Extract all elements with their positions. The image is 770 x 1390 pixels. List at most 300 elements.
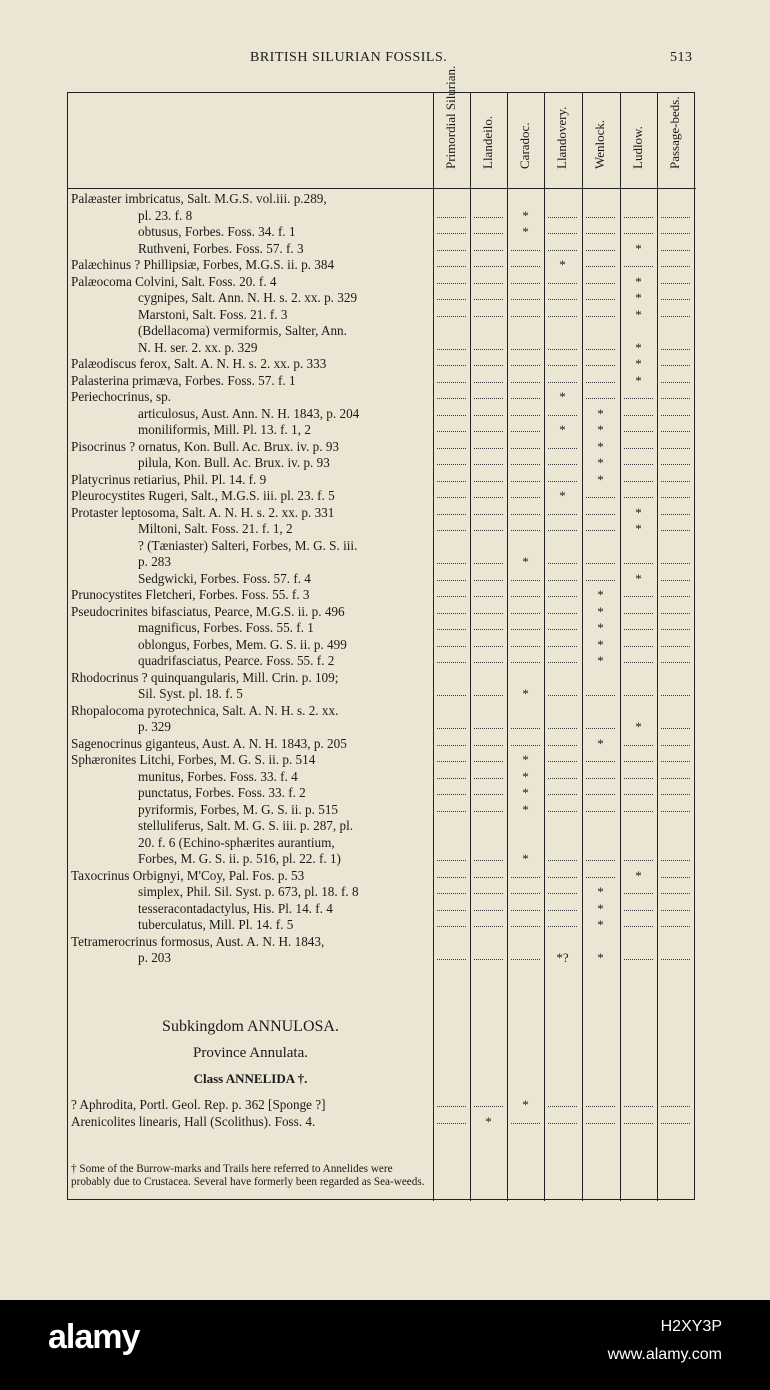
table-body [68, 191, 696, 967]
occurrence-cell [620, 406, 657, 423]
leader-dots [624, 233, 653, 234]
occurrence-cell [620, 686, 657, 703]
occurrence-cell [582, 505, 619, 522]
occurrence-cell [470, 686, 507, 703]
leader-dots [548, 365, 577, 366]
occurrence-cell [507, 719, 544, 736]
occurrence-cell [507, 406, 544, 423]
leader-dots [511, 283, 540, 284]
occurrence-cell [544, 587, 581, 604]
leader-dots [661, 811, 690, 812]
leader-dots [437, 415, 466, 416]
leader-dots [661, 629, 690, 630]
table-row [68, 323, 696, 340]
table-row [68, 950, 696, 967]
occurrence-cell [470, 802, 507, 819]
leader-dots [511, 415, 540, 416]
leader-dots [437, 662, 466, 663]
column-header [433, 65, 469, 187]
occurrence-cell [544, 851, 581, 868]
page-number: 513 [670, 50, 693, 65]
leader-dots [474, 283, 503, 284]
occurrence-cell [582, 851, 619, 868]
occurrence-cell [582, 340, 619, 357]
occurrence-cell [582, 241, 619, 258]
occurrence-cell [544, 719, 581, 736]
occurrence-cell [544, 373, 581, 390]
occurrence-cell: * [635, 504, 642, 520]
occurrence-cell [657, 620, 694, 637]
occurrence-cell [507, 455, 544, 472]
occurrence-cell [544, 653, 581, 670]
occurrence-cell [620, 587, 657, 604]
species-entry: Taxocrinus Orbignyi, M'Coy, Pal. Fos. p. 53 [71, 867, 305, 883]
species-entry: tesseracontadactylus, His. Pl. 14. f. 4 [138, 900, 333, 916]
leader-dots [511, 365, 540, 366]
leader-dots [437, 596, 466, 597]
occurrence-cell [620, 950, 657, 967]
leader-dots [624, 926, 653, 927]
leader-dots [586, 398, 615, 399]
table-row [68, 257, 696, 274]
leader-dots [474, 629, 503, 630]
table-row [68, 653, 696, 670]
occurrence-cell [620, 917, 657, 934]
leader-dots [661, 860, 690, 861]
occurrence-cell [507, 901, 544, 918]
leader-dots [586, 382, 615, 383]
occurrence-cell [507, 950, 544, 967]
occurrence-cell [433, 604, 470, 621]
occurrence-cell [620, 884, 657, 901]
table-row [68, 1114, 696, 1131]
leader-dots [548, 448, 577, 449]
species-entry: Tetramerocrinus formosus, Aust. A. N. H. 1843, [71, 933, 325, 949]
leader-dots [548, 382, 577, 383]
occurrence-cell [507, 571, 544, 588]
leader-dots [474, 613, 503, 614]
leader-dots [437, 761, 466, 762]
leader-dots [548, 794, 577, 795]
occurrence-cell [470, 851, 507, 868]
leader-dots [437, 1123, 466, 1124]
occurrence-cell [507, 505, 544, 522]
occurrence-cell: * [522, 224, 529, 239]
leader-dots [661, 893, 690, 894]
occurrence-cell: * [597, 455, 604, 470]
occurrence-cell [544, 752, 581, 769]
species-entry: Periechocrinus, sp. [71, 389, 171, 404]
occurrence-cell [620, 637, 657, 654]
leader-dots [437, 481, 466, 482]
species-entry: Ruthveni, Forbes. Foss. 57. f. 3 [138, 240, 304, 256]
leader-dots [661, 448, 690, 449]
occurrence-cell [657, 637, 694, 654]
occurrence-cell [544, 620, 581, 637]
species-entry: ? (Tæniaster) Salteri, Forbes, M. G. S. iii. [138, 537, 358, 553]
table-row [68, 1097, 696, 1114]
table-row [68, 538, 696, 555]
leader-dots [548, 695, 577, 696]
leader-dots [437, 382, 466, 383]
occurrence-cell [470, 637, 507, 654]
leader-dots [437, 365, 466, 366]
occurrence-cell [544, 736, 581, 753]
species-entry: articulosus, Aust. Ann. N. H. 1843, p. 204 [138, 405, 360, 421]
leader-dots [548, 1123, 577, 1124]
occurrence-cell [657, 587, 694, 604]
leader-dots [437, 563, 466, 564]
occurrence-cell [470, 554, 507, 571]
leader-dots [661, 695, 690, 696]
leader-dots [661, 382, 690, 383]
table-row [68, 571, 696, 588]
occurrence-cell [620, 736, 657, 753]
occurrence-cell [582, 719, 619, 736]
leader-dots [437, 316, 466, 317]
leader-dots [548, 778, 577, 779]
occurrence-cell [620, 224, 657, 241]
leader-dots [437, 349, 466, 350]
table-row [68, 703, 696, 720]
leader-dots [661, 266, 690, 267]
occurrence-cell [582, 802, 619, 819]
subkingdom-heading: Subkingdom ANNULOSA. [162, 1018, 339, 1035]
leader-dots [548, 910, 577, 911]
leader-dots [474, 596, 503, 597]
occurrence-cell [470, 472, 507, 489]
leader-dots [474, 266, 503, 267]
leader-dots [624, 431, 653, 432]
table-row [68, 340, 696, 357]
occurrence-cell [657, 521, 694, 538]
table-row [68, 752, 696, 769]
species-entry: tuberculatus, Mill. Pl. 14. f. 5 [138, 917, 294, 932]
occurrence-cell [433, 851, 470, 868]
occurrence-cell [433, 505, 470, 522]
occurrence-cell [507, 373, 544, 390]
occurrence-cell [620, 604, 657, 621]
leader-dots [437, 299, 466, 300]
leader-dots [474, 217, 503, 218]
table-row [68, 868, 696, 885]
occurrence-cell [470, 736, 507, 753]
leader-dots [624, 794, 653, 795]
occurrence-cell: * [597, 917, 604, 932]
occurrence-cell [507, 257, 544, 274]
occurrence-cell [657, 884, 694, 901]
species-entry: Palæodiscus ferox, Salt. A. N. H. s. 2. xx. p. 333 [71, 356, 327, 371]
occurrence-cell [470, 571, 507, 588]
leader-dots [437, 613, 466, 614]
leader-dots [548, 316, 577, 317]
table-row [68, 554, 696, 571]
leader-dots [624, 613, 653, 614]
species-entry: pl. 23. f. 8 [138, 207, 193, 223]
occurrence-cell [470, 505, 507, 522]
leader-dots [548, 349, 577, 350]
occurrence-cell [657, 422, 694, 439]
leader-dots [586, 778, 615, 779]
occurrence-cell [657, 1097, 694, 1114]
occurrence-cell: * [635, 290, 642, 305]
occurrence-cell [507, 620, 544, 637]
leader-dots [437, 580, 466, 581]
occurrence-cell [507, 274, 544, 291]
leader-dots [511, 266, 540, 267]
leader-dots [548, 662, 577, 663]
occurrence-cell [433, 422, 470, 439]
occurrence-cell [470, 290, 507, 307]
occurrence-cell: * [597, 422, 604, 437]
leader-dots [511, 926, 540, 927]
leader-dots [624, 464, 653, 465]
leader-dots [661, 1123, 690, 1124]
occurrence-cell [470, 224, 507, 241]
leader-dots [437, 695, 466, 696]
leader-dots [474, 646, 503, 647]
occurrence-cell: * [635, 240, 642, 256]
table-row [68, 719, 696, 736]
leader-dots [661, 563, 690, 564]
leader-dots [548, 481, 577, 482]
occurrence-cell [657, 917, 694, 934]
occurrence-cell [544, 224, 581, 241]
leader-dots [437, 629, 466, 630]
occurrence-cell [433, 802, 470, 819]
occurrence-cell [582, 1114, 619, 1131]
occurrence-cell [470, 307, 507, 324]
occurrence-cell [433, 274, 470, 291]
species-entry: ? Aphrodita, Portl. Geol. Rep. p. 362 [Sponge ?] [71, 1097, 326, 1112]
species-entry: quadrifasciatus, Pearce. Foss. 55. f. 2 [138, 653, 335, 668]
occurrence-cell [507, 439, 544, 456]
occurrence-cell [433, 389, 470, 406]
column-header-label: Llandovery. [554, 106, 569, 169]
occurrence-cell [433, 455, 470, 472]
leader-dots [586, 695, 615, 696]
occurrence-cell [470, 884, 507, 901]
occurrence-cell [544, 1097, 581, 1114]
occurrence-cell: * [597, 405, 604, 421]
leader-dots [437, 860, 466, 861]
occurrence-cell [657, 373, 694, 390]
leader-dots [661, 316, 690, 317]
leader-dots [437, 910, 466, 911]
occurrence-cell: * [597, 884, 604, 899]
leader-dots [624, 266, 653, 267]
occurrence-cell [620, 785, 657, 802]
leader-dots [474, 431, 503, 432]
table-row [68, 851, 696, 868]
leader-dots [624, 910, 653, 911]
occurrence-cell [582, 208, 619, 225]
occurrence-cell [507, 290, 544, 307]
leader-dots [437, 431, 466, 432]
occurrence-cell [582, 488, 619, 505]
leader-dots [661, 1106, 690, 1107]
occurrence-cell: * [522, 768, 529, 784]
species-entry: p. 203 [138, 950, 171, 965]
leader-dots [437, 464, 466, 465]
occurrence-cell [470, 488, 507, 505]
table-row [68, 670, 696, 687]
species-entry: Pleurocystites Rugeri, Salt., M.G.S. iii. pl. 23. f. 5 [71, 488, 335, 503]
occurrence-cell [544, 521, 581, 538]
occurrence-cell [544, 637, 581, 654]
leader-dots [548, 464, 577, 465]
occurrence-cell [433, 752, 470, 769]
occurrence-cell [657, 455, 694, 472]
leader-dots [511, 349, 540, 350]
species-entry: stelluliferus, Salt. M. G. S. iii. p. 287, pl. [138, 818, 354, 833]
occurrence-cell [433, 439, 470, 456]
occurrence-cell [657, 868, 694, 885]
occurrence-cell [657, 488, 694, 505]
leader-dots [661, 761, 690, 762]
occurrence-cell [433, 521, 470, 538]
table-body-annelida [68, 1097, 696, 1130]
occurrence-cell [433, 901, 470, 918]
occurrence-cell [544, 406, 581, 423]
occurrence-cell [433, 241, 470, 258]
leader-dots [624, 893, 653, 894]
occurrence-cell [470, 340, 507, 357]
leader-dots [437, 217, 466, 218]
occurrence-cell [544, 802, 581, 819]
occurrence-cell [657, 307, 694, 324]
occurrence-cell [582, 521, 619, 538]
occurrence-cell [433, 769, 470, 786]
occurrence-cell: * [597, 620, 604, 635]
occurrence-cell [433, 290, 470, 307]
leader-dots [661, 613, 690, 614]
leader-dots [624, 1106, 653, 1107]
leader-dots [474, 745, 503, 746]
occurrence-cell [470, 752, 507, 769]
occurrence-cell [507, 307, 544, 324]
leader-dots [586, 728, 615, 729]
leader-dots [511, 382, 540, 383]
occurrence-cell [544, 769, 581, 786]
leader-dots [624, 217, 653, 218]
occurrence-cell [620, 653, 657, 670]
leader-dots [548, 530, 577, 531]
occurrence-cell [582, 389, 619, 406]
column-header [507, 97, 543, 187]
occurrence-cell [582, 274, 619, 291]
occurrence-cell [433, 307, 470, 324]
occurrence-cell [470, 785, 507, 802]
occurrence-cell [507, 389, 544, 406]
leader-dots [511, 613, 540, 614]
occurrence-cell [433, 340, 470, 357]
leader-dots [474, 580, 503, 581]
species-entry: munitus, Forbes. Foss. 33. f. 4 [138, 768, 298, 784]
leader-dots [437, 646, 466, 647]
occurrence-cell [544, 686, 581, 703]
occurrence-cell [657, 769, 694, 786]
leader-dots [548, 877, 577, 878]
occurrence-cell [657, 785, 694, 802]
occurrence-cell [582, 554, 619, 571]
occurrence-cell [582, 356, 619, 373]
species-entry: pyriformis, Forbes, M. G. S. ii. p. 515 [138, 801, 339, 817]
table-row [68, 356, 696, 373]
leader-dots [661, 530, 690, 531]
leader-dots [437, 959, 466, 960]
leader-dots [624, 1123, 653, 1124]
occurrence-cell [544, 241, 581, 258]
leader-dots [661, 728, 690, 729]
province-heading: Province Annulata. [193, 1045, 308, 1061]
occurrence-cell [470, 620, 507, 637]
leader-dots [511, 580, 540, 581]
occurrence-cell [433, 917, 470, 934]
occurrence-cell [582, 752, 619, 769]
occurrence-cell [620, 389, 657, 406]
occurrence-cell: * [597, 636, 604, 652]
occurrence-cell [620, 439, 657, 456]
occurrence-cell [620, 1114, 657, 1131]
column-header [582, 97, 618, 187]
occurrence-cell: *? [556, 950, 569, 965]
leader-dots [474, 778, 503, 779]
occurrence-cell: * [522, 801, 529, 817]
occurrence-cell [507, 422, 544, 439]
occurrence-cell: * [597, 587, 604, 602]
leader-dots [474, 530, 503, 531]
species-entry: magnificus, Forbes. Foss. 55. f. 1 [138, 620, 314, 635]
leader-dots [511, 530, 540, 531]
leader-dots [624, 646, 653, 647]
occurrence-cell [470, 208, 507, 225]
species-entry: Rhodocrinus ? quinquangularis, Mill. Crin. p. 109; [71, 669, 339, 685]
leader-dots [474, 481, 503, 482]
occurrence-cell [544, 472, 581, 489]
occurrence-cell [433, 373, 470, 390]
leader-dots [474, 233, 503, 234]
occurrence-cell [507, 521, 544, 538]
leader-dots [437, 250, 466, 251]
occurrence-cell: * [635, 372, 642, 388]
occurrence-cell [470, 917, 507, 934]
leader-dots [474, 365, 503, 366]
table-row [68, 241, 696, 258]
leader-dots [661, 910, 690, 911]
leader-dots [474, 464, 503, 465]
occurrence-cell [544, 505, 581, 522]
occurrence-cell [620, 488, 657, 505]
species-entry: punctatus, Forbes. Foss. 33. f. 2 [138, 785, 306, 800]
species-entry: Palasterina primæva, Forbes. Foss. 57. f. 1 [71, 372, 296, 388]
occurrence-cell [657, 241, 694, 258]
occurrence-cell: * [559, 488, 566, 503]
occurrence-cell [582, 224, 619, 241]
occurrence-cell: * [635, 356, 642, 371]
leader-dots [511, 728, 540, 729]
occurrence-cell [507, 917, 544, 934]
species-entry: Palæchinus ? Phillipsiæ, Forbes, M.G.S. ii. p. 384 [71, 257, 335, 272]
leader-dots [511, 877, 540, 878]
leader-dots [548, 580, 577, 581]
column-header-label: Primordial Silurian. [443, 65, 458, 169]
leader-dots [511, 398, 540, 399]
leader-dots [511, 497, 540, 498]
occurrence-cell [657, 356, 694, 373]
leader-dots [474, 926, 503, 927]
table-row [68, 455, 696, 472]
